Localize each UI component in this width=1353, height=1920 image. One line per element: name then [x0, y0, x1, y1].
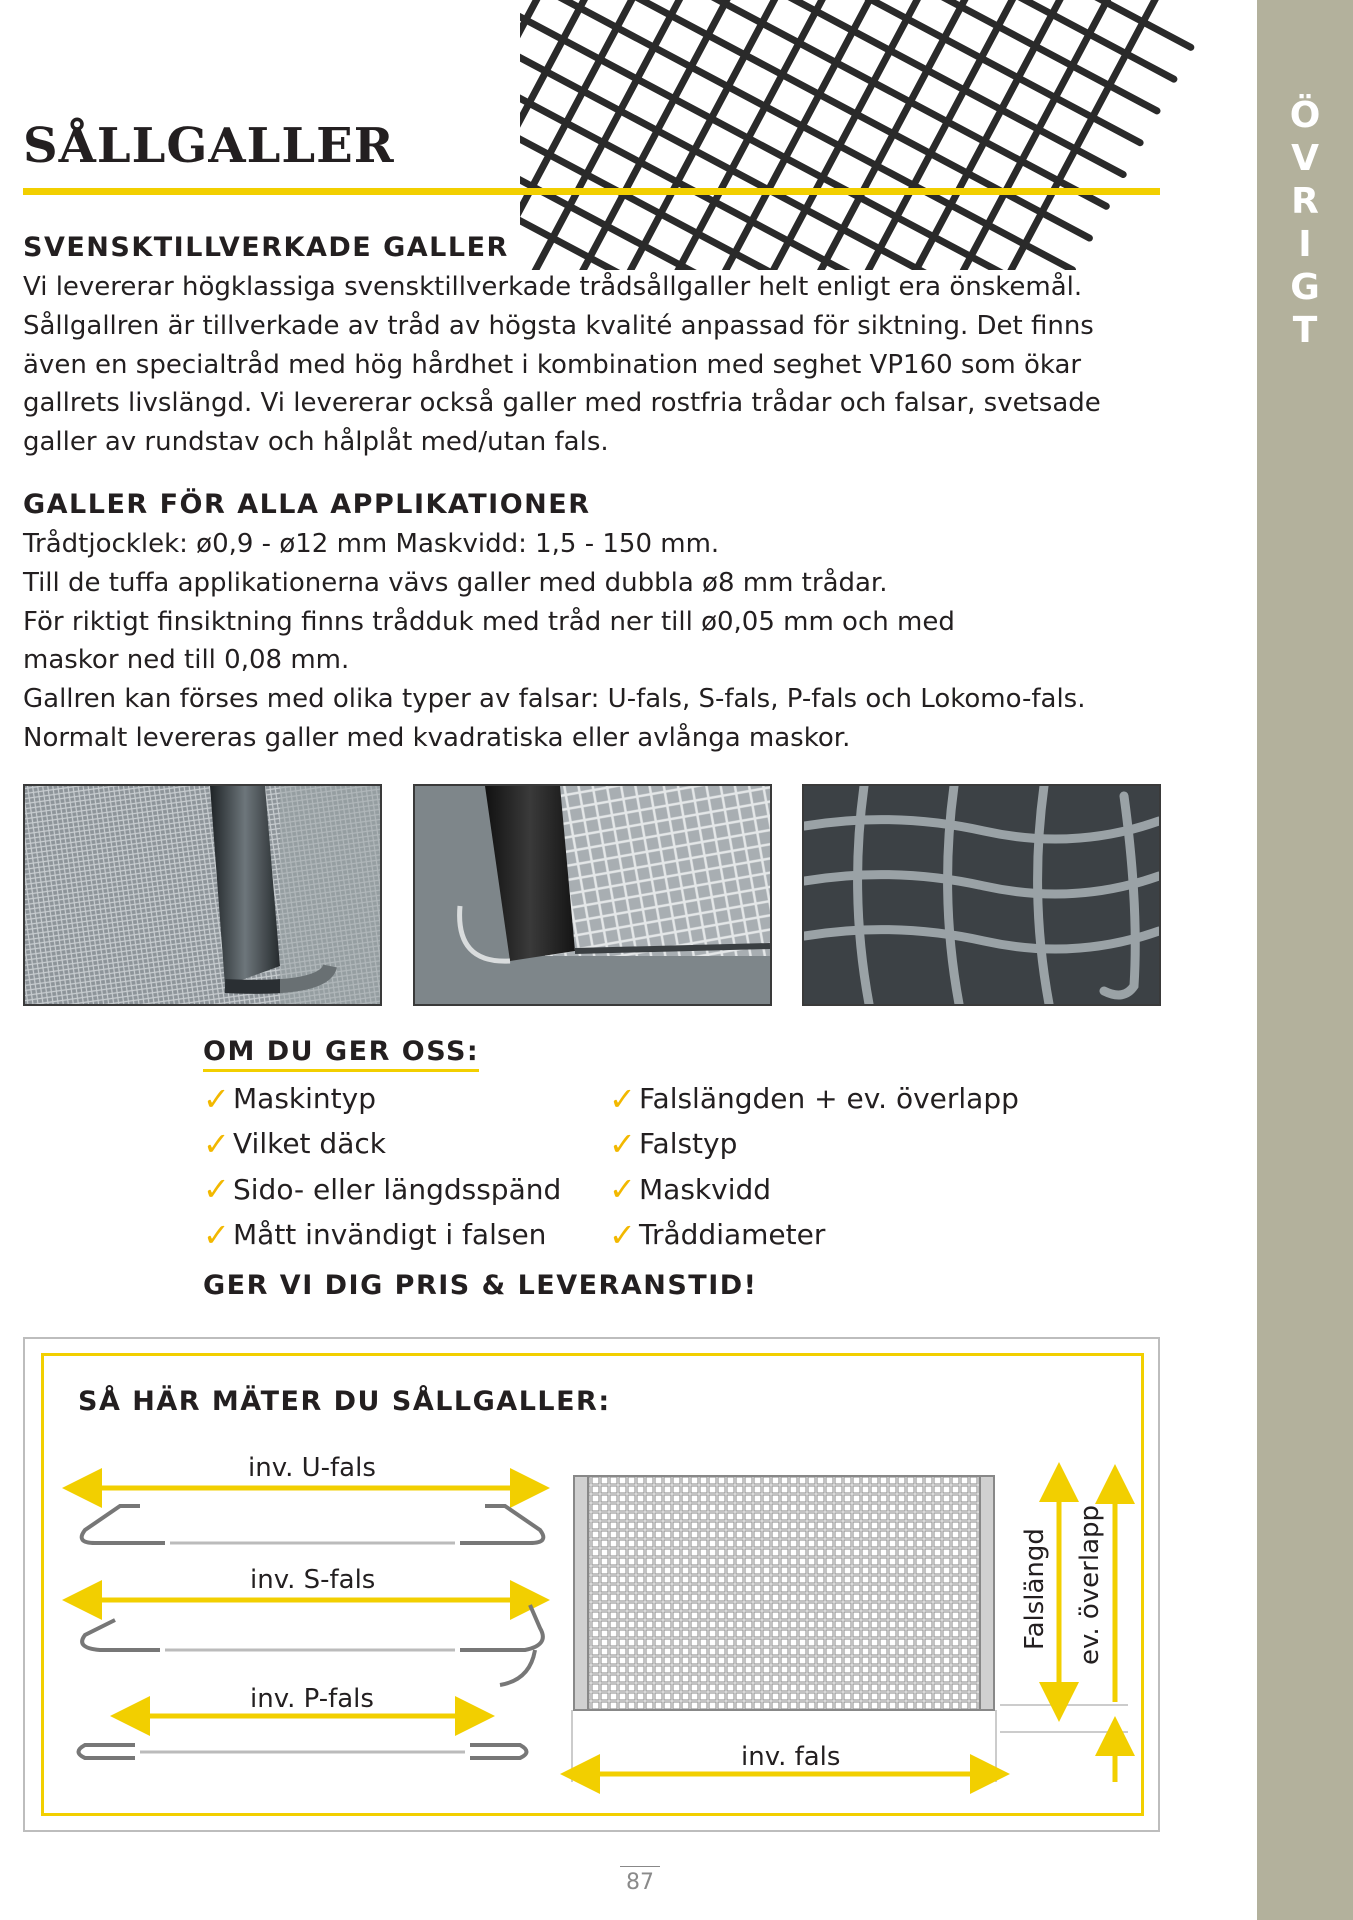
section-paragraph — [23, 268, 1143, 462]
paragraph-line: För riktigt finsiktning finns trådduk med tråd ner till ø0,05 mm och med — [23, 606, 955, 637]
title-rule — [23, 188, 1160, 195]
page-number: 87 — [626, 1870, 654, 1895]
section-heading: GALLER FÖR ALLA APPLIKATIONER — [23, 489, 591, 520]
checklist-item — [203, 1076, 561, 1121]
check-icon: ✓ — [609, 1215, 636, 1254]
checklist-right — [609, 1076, 1019, 1257]
check-icon: ✓ — [203, 1079, 230, 1118]
checklist-label: Tråddiameter — [639, 1218, 826, 1252]
p-fals-hook-icon — [79, 1745, 527, 1758]
check-icon: ✓ — [609, 1124, 636, 1163]
checklist-item — [609, 1121, 1019, 1166]
paragraph-line: även en specialtråd med hög hårdhet i kombination med seghet VP160 som ökar — [23, 349, 1082, 380]
s-fals-label: inv. S-fals — [250, 1565, 376, 1595]
checklist-label: Falstyp — [639, 1127, 738, 1161]
checklist-item — [609, 1076, 1019, 1121]
paragraph-line: maskor ned till 0,08 mm. — [23, 645, 350, 676]
measure-title: SÅ HÄR MÄTER DU SÅLLGALLER: — [78, 1386, 611, 1417]
section-heading: SVENSKTILLVERKADE GALLER — [23, 232, 509, 263]
checklist-label: Maskvidd — [639, 1172, 772, 1206]
checklist-label: Falslängden + ev. överlapp — [639, 1082, 1019, 1116]
paragraph-line: Gallren kan förses med olika typer av falsar: U-fals, S-fals, P-fals och Lokomo-fals. — [23, 684, 1086, 715]
paragraph-line: Vi levererar högklassiga svensktillverkade trådsållgaller helt enligt era önskemål. — [23, 272, 1083, 302]
paragraph-line: Till de tuffa applikationerna vävs galler med dubbla ø8 mm trådar. — [23, 567, 888, 598]
medium-mesh-s-fold-photo — [413, 784, 772, 1006]
coarse-woven-wire-photo — [802, 784, 1161, 1006]
mesh-wire — [520, 0, 675, 234]
side-letter: T — [1292, 310, 1318, 351]
u-fals-hook-icon — [82, 1506, 544, 1543]
paragraph-line: Sållgallren är tillverkade av tråd av högsta kvalité anpassad för siktning. Det finns — [23, 310, 1094, 341]
paragraph-line: galler av rundstav och hålplåt med/utan fals. — [23, 427, 609, 458]
checklist-item — [609, 1212, 1019, 1257]
measure-diagram — [60, 1440, 1150, 1820]
u-fals-label: inv. U-fals — [248, 1453, 376, 1483]
check-icon: ✓ — [203, 1215, 230, 1254]
check-icon: ✓ — [203, 1124, 230, 1163]
checklist-label: Mått invändigt i falsen — [233, 1218, 547, 1252]
falslangd-label: Falslängd — [1020, 1528, 1050, 1650]
side-tab — [1257, 0, 1353, 1920]
checklist-item — [203, 1212, 561, 1257]
check-icon: ✓ — [609, 1079, 636, 1118]
side-letter: R — [1291, 181, 1319, 222]
side-letter: Ö — [1289, 95, 1321, 136]
overlapp-label: ev. överlapp — [1075, 1504, 1105, 1665]
side-tab-label — [1257, 94, 1353, 352]
checklist-item — [203, 1167, 561, 1212]
fine-mesh-u-fold-photo — [23, 784, 382, 1006]
woven-mesh-graphic — [520, 0, 1257, 270]
closing-line: GER VI DIG PRIS & LEVERANSTID! — [203, 1270, 758, 1301]
side-letter: I — [1298, 224, 1312, 265]
section-paragraph — [23, 525, 1143, 758]
checklist-label: Vilket däck — [233, 1127, 386, 1161]
p-fals-label: inv. P-fals — [250, 1684, 374, 1714]
paragraph-line: Normalt levereras galler med kvadratiska eller avlånga maskor. — [23, 722, 851, 753]
inv-fals-label: inv. fals — [741, 1742, 841, 1772]
side-letter: G — [1290, 267, 1320, 308]
page-title: SÅLLGALLER — [23, 118, 395, 174]
checklist-label: Maskintyp — [233, 1082, 376, 1116]
check-icon: ✓ — [203, 1170, 230, 1209]
paragraph-line: Trådtjocklek: ø0,9 - ø12 mm Maskvidd: 1,5 - 150 mm. — [23, 529, 720, 559]
checklist-left — [203, 1076, 561, 1257]
order-info-heading: OM DU GER OSS: — [203, 1036, 479, 1072]
checklist-label: Sido- eller längdsspänd — [233, 1172, 562, 1206]
side-letter: V — [1291, 138, 1319, 179]
check-icon: ✓ — [609, 1170, 636, 1209]
paragraph-line: gallrets livslängd. Vi levererar också galler med rostfria trådar och falsar, svetsade — [23, 388, 1101, 419]
page-number-rule — [620, 1866, 660, 1867]
checklist-item — [609, 1167, 1019, 1212]
checklist-item — [203, 1121, 561, 1166]
s-fals-hook-icon — [82, 1605, 543, 1685]
